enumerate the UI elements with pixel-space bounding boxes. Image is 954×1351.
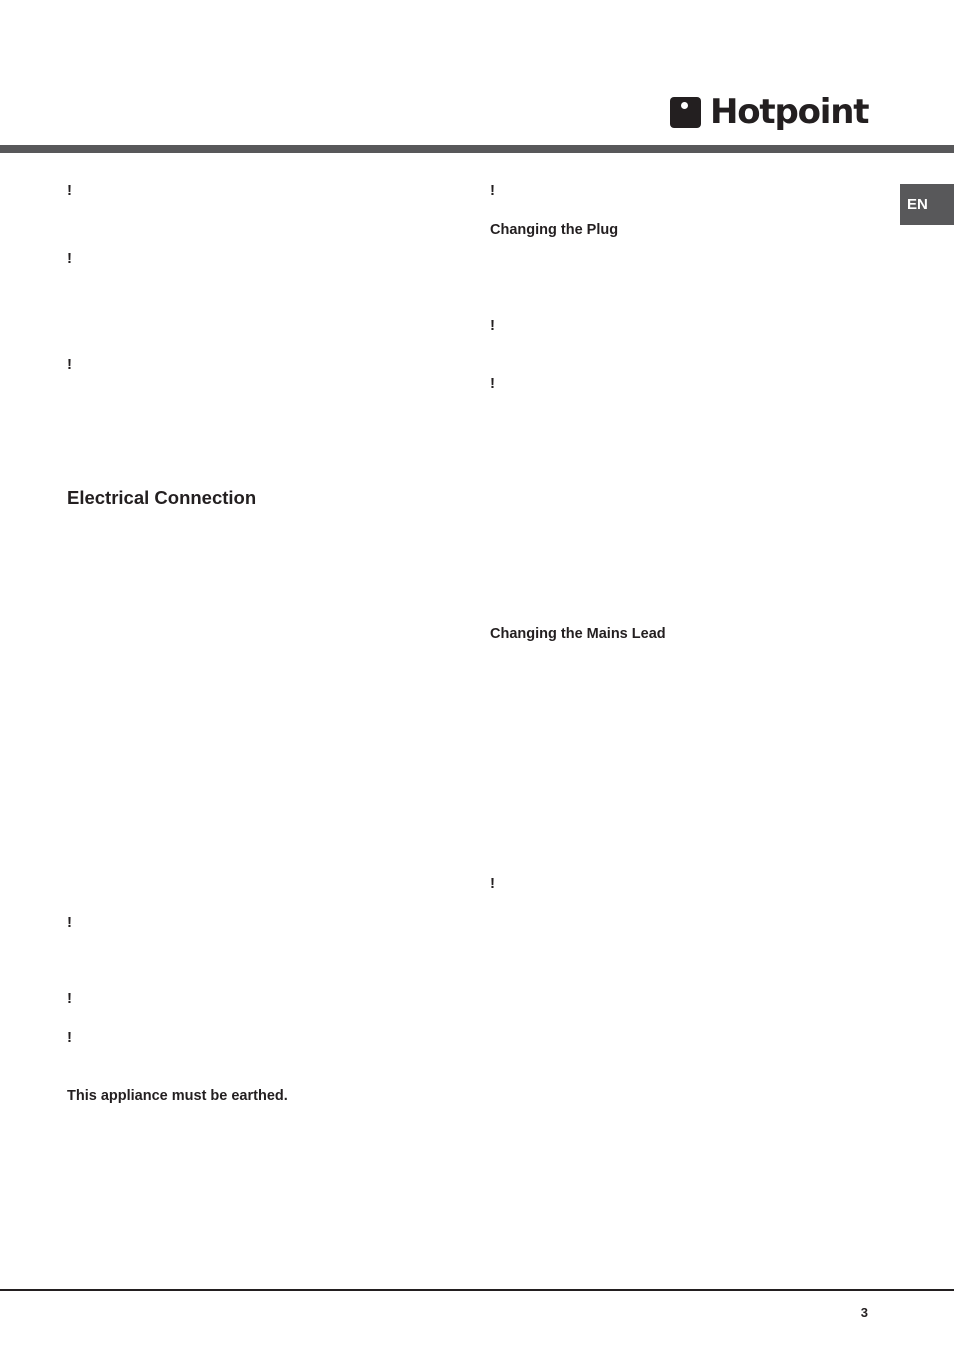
brand-name: Hotpoint [710, 92, 869, 132]
warning-mark: ! [490, 182, 495, 199]
changing-mains-lead-heading: Changing the Mains Lead [490, 626, 666, 642]
warning-mark: ! [490, 375, 495, 392]
header-divider [0, 145, 954, 153]
hotpoint-logo-icon [670, 97, 701, 128]
warning-mark: ! [67, 356, 72, 373]
warning-mark: ! [67, 250, 72, 267]
changing-plug-heading: Changing the Plug [490, 222, 619, 238]
warning-mark: ! [67, 914, 72, 931]
warning-mark: ! [67, 990, 72, 1007]
hotpoint-logo [670, 92, 868, 132]
page-number: 3 [860, 1305, 868, 1320]
earthed-notice: This appliance must be earthed. [67, 1088, 288, 1104]
warning-mark: ! [67, 182, 72, 199]
language-tab: EN [900, 184, 954, 225]
warning-mark: ! [490, 317, 495, 334]
footer-divider [0, 1289, 954, 1291]
electrical-connection-heading: Electrical Connection [67, 487, 257, 508]
warning-mark: ! [67, 1029, 72, 1046]
warning-mark: ! [490, 875, 495, 892]
